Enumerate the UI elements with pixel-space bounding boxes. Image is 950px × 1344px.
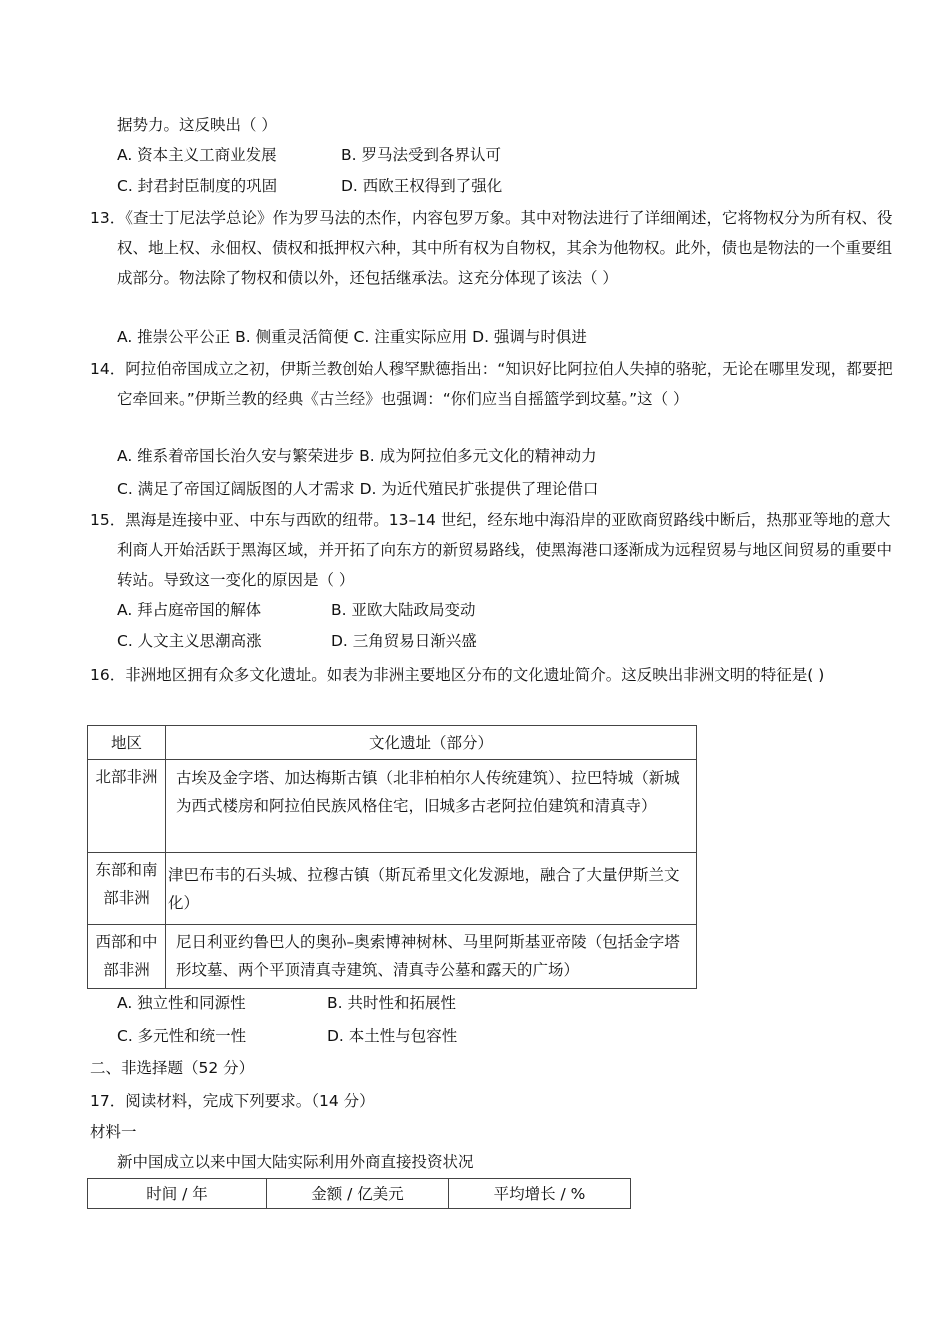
q13-options[interactable]: A. 推崇公平公正 B. 侧重灵活简便 C. 注重实际应用 D. 强调与时俱进 [117,328,587,346]
table-cell-sites: 尼日利亚约鲁巴人的奥孙–奥索博神树林、马里阿斯基亚帝陵（包括金字塔形坟墓、两个平顶清真寺建筑、清真寺公墓和露天的广场） [166,925,697,989]
q16-option-b[interactable]: B. 共时性和拓展性 [327,994,456,1012]
q12-option-c[interactable]: C. 封君封臣制度的巩固 [117,177,278,195]
table-header-row [88,1179,631,1209]
q14-options-ab[interactable]: A. 维系着帝国长治久安与繁荣进步 B. 成为阿拉伯多元文化的精神动力 [117,447,597,465]
q16-table [87,725,697,989]
table-header-row [88,726,697,760]
table-cell-region: 西部和中部非洲 [88,925,166,989]
table-row [88,760,697,853]
q12-stem-tail: 据势力。这反映出（ ） [117,116,277,134]
q12-option-b[interactable]: B. 罗马法受到各界认可 [341,146,501,164]
q12-option-a[interactable]: A. 资本主义工商业发展 [117,146,277,164]
table-header-sites: 文化遗址（部分） [166,726,697,760]
section-heading: 二、非选择题（52 分） [90,1059,255,1077]
q14-options-cd[interactable]: C. 满足了帝国辽阔版图的人才需求 D. 为近代殖民扩张提供了理论借口 [117,480,599,498]
q15-stem: 15．黑海是连接中亚、中东与西欧的纽带。13–14 世纪，经东地中海沿岸的亚欧商贸路线中断后，热那亚等地的意大利商人开始活跃于黑海区域，并开拓了向东方的新贸易路线，使黑海港口逐渐成为远程贸易与地区间贸易的重要中转站。导致这一变化的原因是（ ） [90,511,893,589]
q15-option-d[interactable]: D. 三角贸易日渐兴盛 [331,632,477,650]
table-header-amount: 金额 / 亿美元 [267,1179,449,1209]
q14-stem: 14．阿拉伯帝国成立之初，伊斯兰教创始人穆罕默德指出：“知识好比阿拉伯人失掉的骆驼，无论在哪里发现，都要把它牵回来。”伊斯兰教的经典《古兰经》也强调：“你们应当自摇篮学到坟墓。”这（ ） [90,360,893,408]
q15-option-c[interactable]: C. 人文主义思潮高涨 [117,632,262,650]
q17-table-title: 新中国成立以来中国大陆实际利用外商直接投资状况 [117,1153,474,1171]
q15-option-a[interactable]: A. 拜占庭帝国的解体 [117,601,262,619]
table-row [88,853,697,925]
q12-option-d[interactable]: D. 西欧王权得到了强化 [341,177,503,195]
table-header-region: 地区 [88,726,166,760]
table-row [88,925,697,989]
table-header-growth: 平均增长 / % [449,1179,631,1209]
q17-table [87,1178,631,1209]
q16-option-c[interactable]: C. 多元性和统一性 [117,1027,247,1045]
q17-stem: 17．阅读材料，完成下列要求。（14 分） [90,1092,375,1110]
material-label: 材料一 [90,1123,137,1141]
q16-option-a[interactable]: A. 独立性和同源性 [117,994,246,1012]
q15-option-b[interactable]: B. 亚欧大陆政局变动 [331,601,476,619]
q13-stem: 13．《查士丁尼法学总论》作为罗马法的杰作，内容包罗万象。其中对物法进行了详细阐述，它将物权分为所有权、役权、地上权、永佃权、债权和抵押权六种，其中所有权为自物权，其余为他物权。此外，债也是物法的一个重要组成部分。物法除了物权和债以外，还包括继承法。这充分体现了该法（ ） [90,209,893,287]
q16-stem: 16．非洲地区拥有众多文化遗址。如表为非洲主要地区分布的文化遗址简介。这反映出非洲文明的特征是( ) [90,666,825,684]
table-cell-sites: 津巴布韦的石头城、拉穆古镇（斯瓦希里文化发源地，融合了大量伊斯兰文化） [166,853,697,925]
table-cell-region: 北部非洲 [88,760,166,853]
table-header-year: 时间 / 年 [88,1179,267,1209]
table-cell-sites: 古埃及金字塔、加达梅斯古镇（北非柏柏尔人传统建筑）、拉巴特城（新城为西式楼房和阿拉伯民族风格住宅，旧城多古老阿拉伯建筑和清真寺） [166,760,697,853]
table-cell-region: 东部和南部非洲 [88,853,166,925]
q16-option-d[interactable]: D. 本土性与包容性 [327,1027,458,1045]
